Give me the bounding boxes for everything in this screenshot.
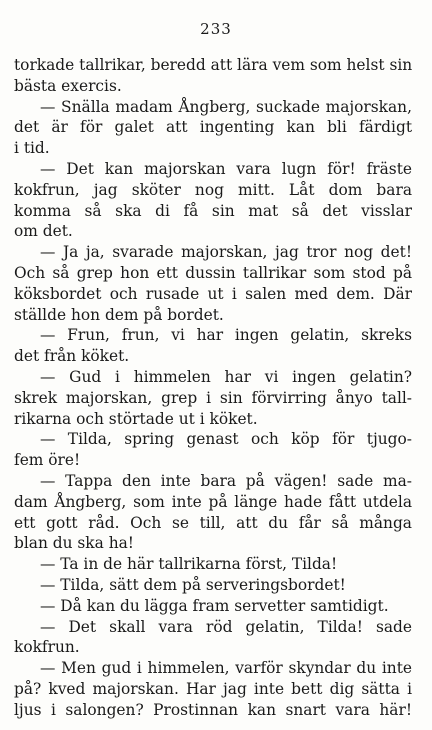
text-line: kokfrun, jag sköter nog mitt. Låt dom bara — [14, 180, 412, 199]
text-line: ett gott råd. Och se till, att du får så många — [14, 513, 412, 532]
text-line: skrek majorskan, grep i sin förvirring ånyo tall- — [14, 388, 412, 407]
text-line: rikarna och störtade ut i köket. — [14, 409, 258, 428]
text-line: det är för galet att ingenting kan bli färdigt — [14, 118, 412, 137]
text-line: om det. — [14, 222, 73, 241]
text-line: — Det skall vara röd gelatin, Tilda! sade — [40, 617, 412, 636]
text-line: — Ta in de här tallrikarna först, Tilda! — [40, 555, 338, 574]
text-line: fem öre! — [14, 451, 81, 470]
text-line: ljus i salongen? Prostinnan kan snart vara här! — [14, 700, 412, 719]
text-line: — Tappa den inte bara på vägen! sade ma- — [40, 471, 412, 490]
body-text — [14, 55, 412, 721]
text-line: — Det kan majorskan vara lugn för! fräste — [40, 159, 412, 178]
text-line: köksbordet och rusade ut i salen med dem. Där — [14, 284, 412, 303]
text-line: — Då kan du lägga fram servetter samtidigt. — [40, 596, 389, 615]
page-number: 233 — [200, 20, 232, 38]
text-line: — Tilda, sätt dem på serveringsbordet! — [40, 575, 346, 594]
text-line: bästa exercis. — [14, 76, 122, 95]
text-line: det från köket. — [14, 347, 130, 366]
text-line: blan du ska ha! — [14, 534, 134, 553]
text-line: torkade tallrikar, beredd att lära vem som helst sin — [14, 56, 412, 74]
text-line: — Tilda, spring genast och köp för tjugo- — [40, 430, 412, 449]
text-line: ställde hon dem på bordet. — [14, 305, 224, 324]
text-line: — Gud i himmelen har vi ingen gelatin? — [40, 367, 412, 386]
text-line: — Ja ja, svarade majorskan, jag tror nog det! — [40, 243, 412, 262]
text-line: — Frun, frun, vi har ingen gelatin, skreks — [40, 326, 412, 345]
text-line: — Men gud i himmelen, varför skyndar du inte — [40, 659, 412, 678]
text-line: — Snälla madam Ångberg, suckade majorskan, — [40, 97, 412, 116]
text-line: på? kved majorskan. Har jag inte bett dig sätta i — [14, 679, 412, 698]
text-line: Och så grep hon ett dussin tallrikar som stod på — [14, 263, 412, 282]
text-line: komma så ska di få sin mat så det visslar — [14, 201, 412, 220]
text-line: i tid. — [14, 139, 50, 158]
text-line: kokfrun. — [14, 638, 80, 657]
text-line: dam Ångberg, som inte på länge hade fått utdela — [14, 492, 412, 511]
